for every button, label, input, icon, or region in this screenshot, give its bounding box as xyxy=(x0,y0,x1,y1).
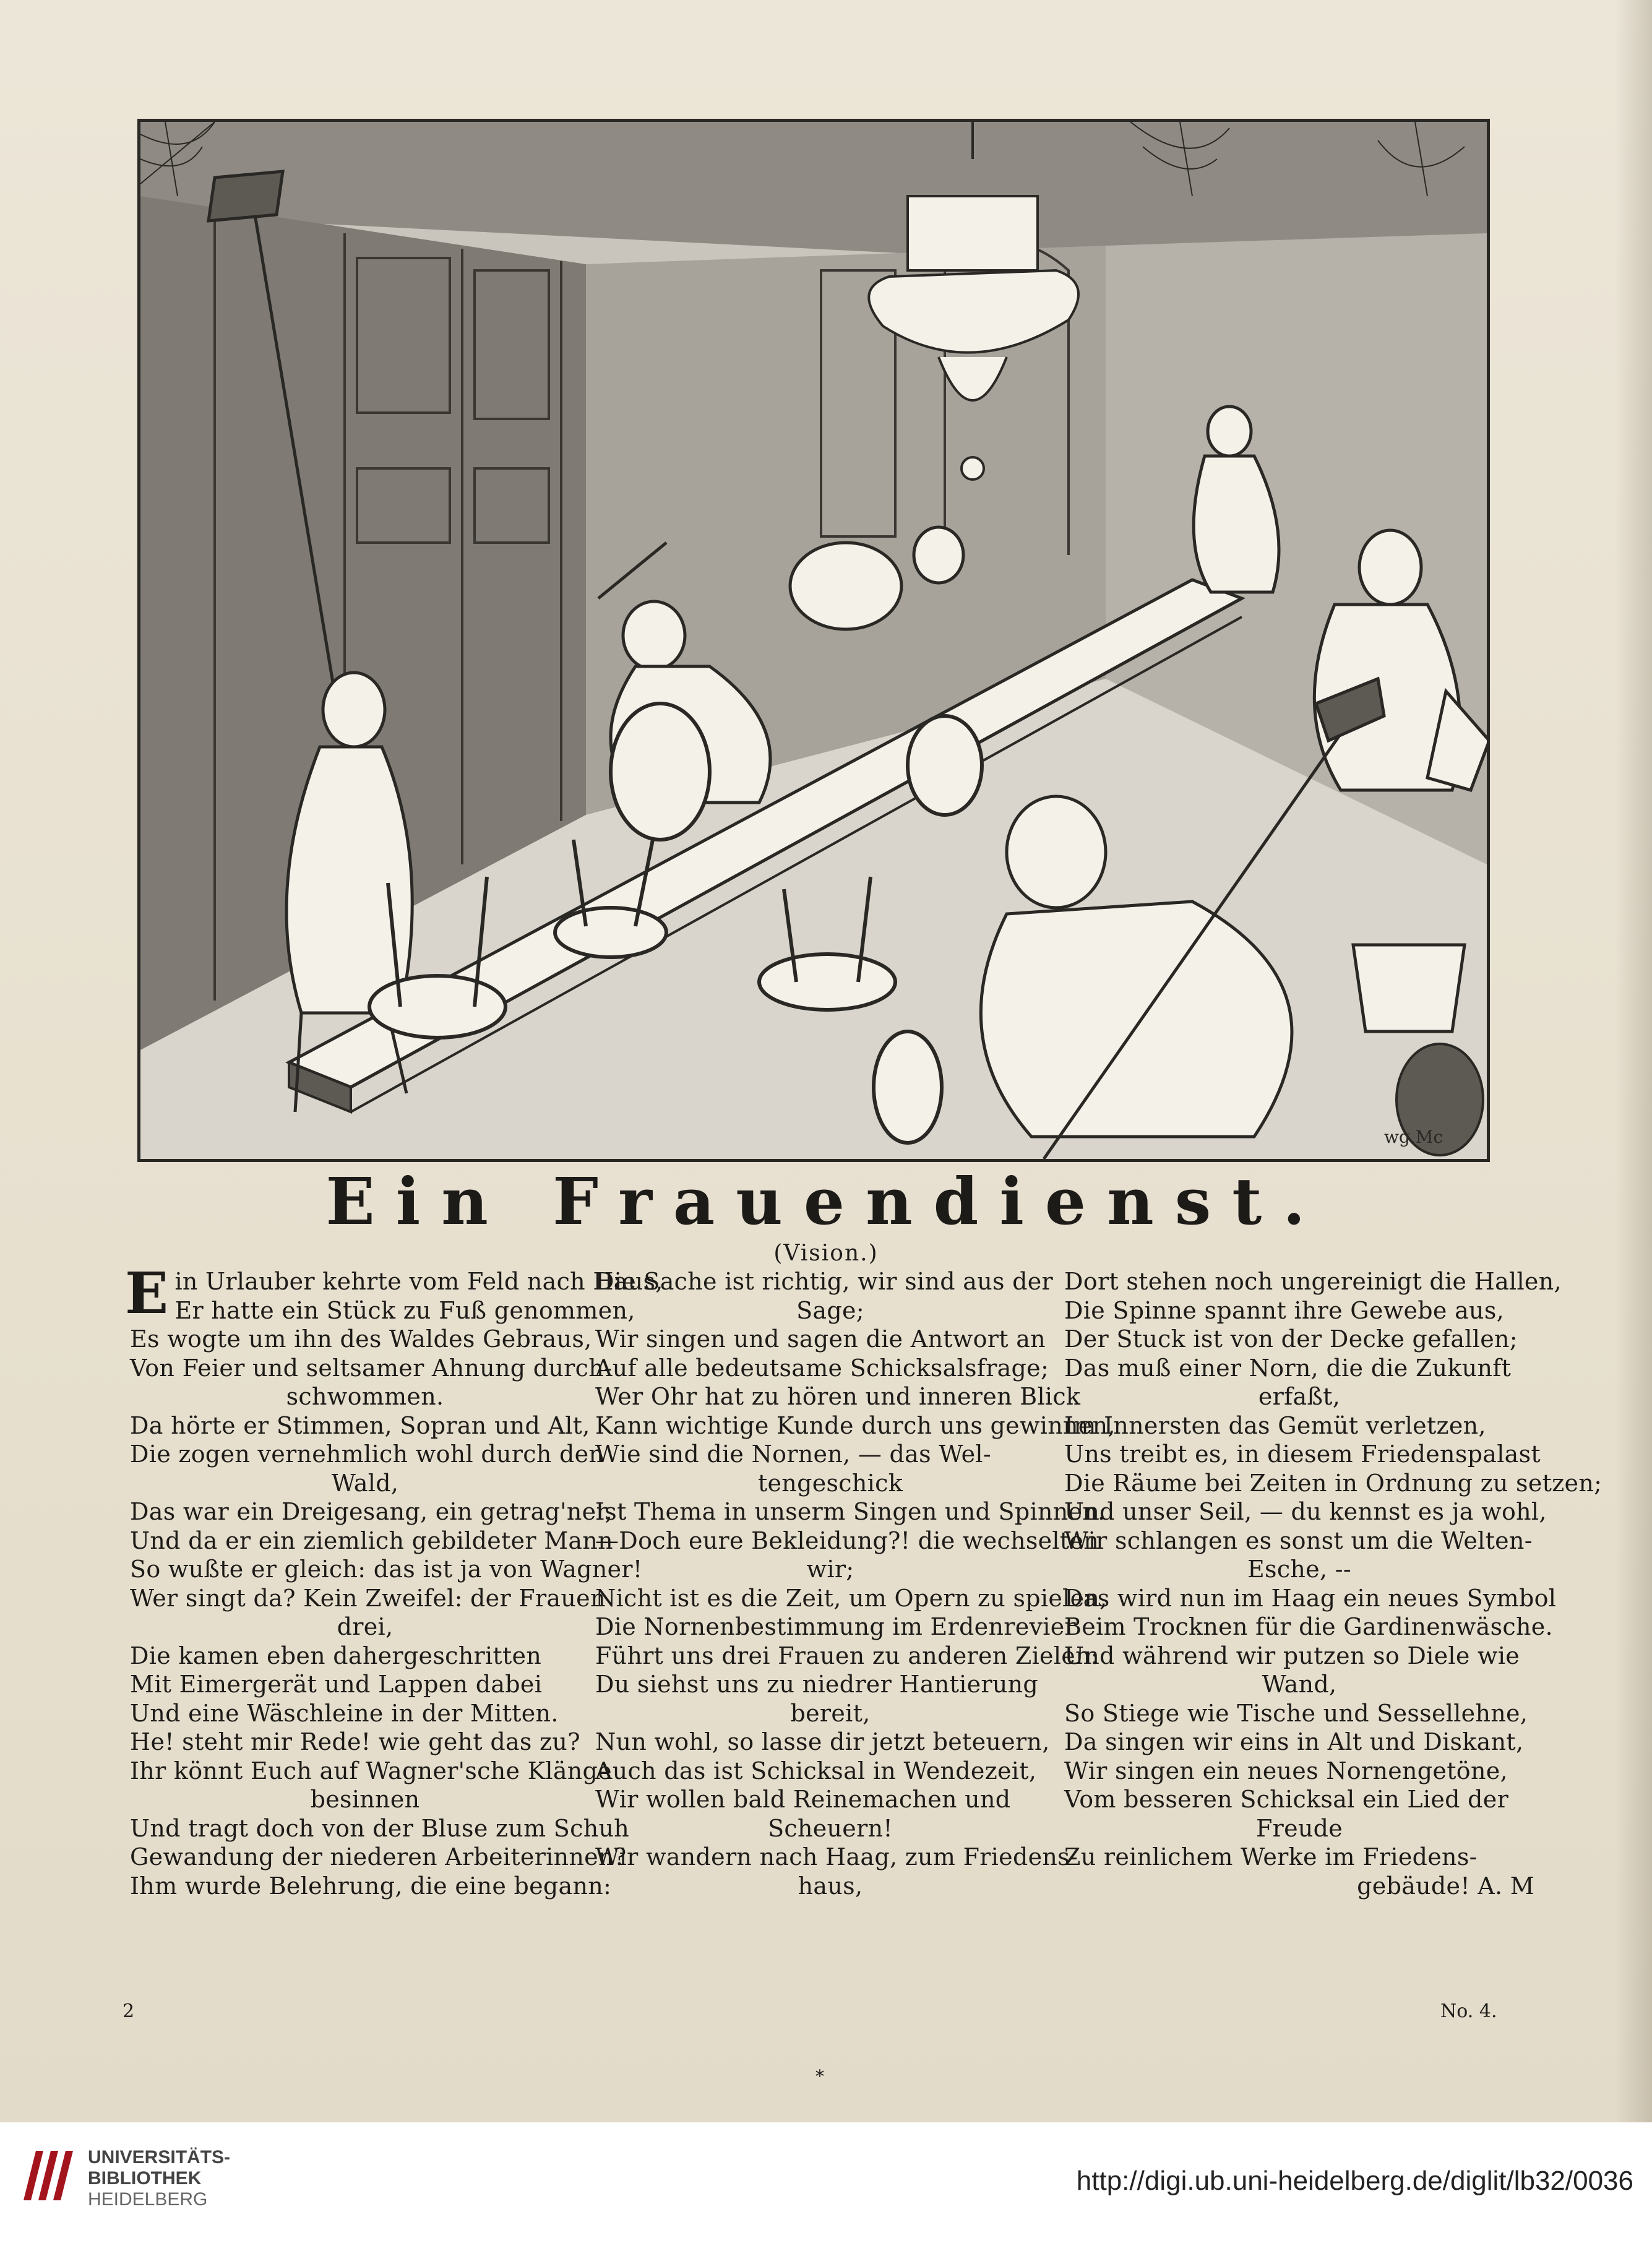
poem-line: Die Räume bei Zeiten in Ordnung zu setzen; xyxy=(1064,1469,1603,1497)
poem-line: Wald, xyxy=(331,1469,399,1497)
poem-line: Da singen wir eins in Alt und Diskant, xyxy=(1064,1728,1524,1755)
poem-title: Ein Frauendienst. xyxy=(325,1163,1327,1239)
poem-line: —Doch eure Bekleidung?! die wechselten xyxy=(595,1526,1099,1554)
poem-line: Und unser Seil, — du kennst es ja wohl, xyxy=(1064,1498,1547,1525)
poem-line: Im Innersten das Gemüt verletzen, xyxy=(1064,1411,1486,1439)
poem-line: Mit Eimergerät und Lappen dabei xyxy=(130,1671,543,1698)
poem-line: Ihr könnt Euch auf Wagner'sche Klänge xyxy=(130,1757,612,1784)
library-name-line3: HEIDELBERG xyxy=(88,2189,208,2210)
poem-line: Dort stehen noch ungereinigt die Hallen, xyxy=(1064,1268,1562,1295)
poem-line: Und eine Wäschleine in der Mitten. xyxy=(130,1699,559,1727)
poem-line: Die zogen vernehmlich wohl durch den xyxy=(130,1440,604,1468)
poem-line: in Urlauber kehrte vom Feld nach Haus, xyxy=(174,1268,663,1295)
poem-line: Du siehst uns zu niedrer Hantierung xyxy=(595,1671,1039,1698)
poem-line: schwommen. xyxy=(286,1383,444,1410)
poem-column-2 xyxy=(595,1267,1116,1900)
poem-line: Wir singen und sagen die Antwort an xyxy=(595,1325,1046,1353)
poem-line: Wand, xyxy=(1262,1671,1337,1698)
ornament-mark: ⁎ xyxy=(815,2060,824,2081)
poem-line: Uns treibt es, in diesem Friedenspalast xyxy=(1064,1440,1541,1468)
drop-cap: E xyxy=(125,1260,169,1327)
poem-line: Der Stuck ist von der Decke gefallen; xyxy=(1064,1325,1518,1353)
library-name-line2: BIBLIOTHEK xyxy=(88,2168,202,2189)
poem-line: Auf alle bedeutsame Schicksalsfrage; xyxy=(595,1354,1049,1382)
library-name-line1: UNIVERSITÄTS- xyxy=(88,2147,231,2168)
poem-line: Kann wichtige Kunde durch uns gewinnen, xyxy=(595,1411,1116,1439)
poem-line: erfaßt, xyxy=(1258,1383,1341,1410)
poem-line: Scheuern! xyxy=(768,1814,893,1842)
poem-line: Das war ein Dreigesang, ein getrag'ner, xyxy=(130,1498,613,1525)
poem-line: Die Sache ist richtig, wir sind aus der xyxy=(595,1268,1054,1295)
poem-line: Nicht ist es die Zeit, um Opern zu spielen, xyxy=(595,1584,1108,1612)
poem-subtitle: (Vision.) xyxy=(773,1241,879,1266)
poem-line: Von Feier und seltsamer Ahnung durch- xyxy=(130,1354,613,1382)
poem-line: Wir singen ein neues Nornengetöne, xyxy=(1064,1757,1508,1784)
poem-line: Zu reinlichem Werke im Friedens- xyxy=(1064,1843,1478,1871)
poem-line: He! steht mir Rede! wie geht das zu? xyxy=(130,1728,580,1755)
poem-line: Es wogte um ihn des Waldes Gebraus, xyxy=(130,1325,592,1353)
poem-line: haus, xyxy=(798,1872,863,1900)
poem-line: Wer Ohr hat zu hören und inneren Blick xyxy=(595,1383,1081,1410)
poem-line: Die Spinne spannt ihre Gewebe aus, xyxy=(1064,1296,1505,1324)
page-number: 2 xyxy=(123,2000,135,2022)
library-name xyxy=(88,2147,230,2210)
poem-line: gebäude! A. M xyxy=(1357,1872,1534,1900)
poem-line: Wir schlangen es sonst um die Welten- xyxy=(1064,1526,1533,1554)
poem-line: Vom besseren Schicksal ein Lied der xyxy=(1064,1786,1509,1813)
poem-line: Er hatte ein Stück zu Fuß genommen, xyxy=(174,1296,635,1324)
poem-line: Ist Thema in unserm Singen und Spinnen. xyxy=(595,1498,1106,1525)
poem-line: Nun wohl, so lasse dir jetzt beteuern, xyxy=(595,1728,1050,1755)
poem-line: Da hörte er Stimmen, Sopran und Alt, xyxy=(130,1411,590,1439)
issue-number: No. 4. xyxy=(1440,2000,1497,2022)
poem-line: Freude xyxy=(1255,1814,1343,1842)
poem-column-3 xyxy=(1064,1267,1603,1900)
poem-line: bereit, xyxy=(790,1699,871,1727)
poem-line: Das muß einer Norn, die die Zukunft xyxy=(1064,1354,1512,1382)
artist-signature: wg.Mc xyxy=(1384,1127,1443,1147)
poem-line: Ihm wurde Belehrung, die eine begann: xyxy=(130,1872,612,1900)
poem-line: Die Nornenbestimmung im Erdenrevier xyxy=(595,1613,1076,1640)
poem-line: tengeschick xyxy=(757,1469,903,1497)
poem-line: Und tragt doch von der Bluse zum Schuh xyxy=(130,1814,630,1842)
source-url-link[interactable]: http://digi.ub.uni-heidelberg.de/diglit/lb32/0036 xyxy=(1076,2166,1633,2196)
poem-line: Beim Trocknen für die Gardinenwäsche. xyxy=(1064,1613,1553,1640)
poem-line: drei, xyxy=(337,1613,394,1640)
poem-line: Und da er ein ziemlich gebildeter Mann xyxy=(130,1526,613,1554)
poem-line: Esche, -- xyxy=(1247,1556,1352,1583)
poem-line: wir; xyxy=(806,1556,854,1583)
poem-column-1 xyxy=(125,1260,663,1900)
poem-line: Gewandung der niederen Arbeiterinnen? xyxy=(130,1843,627,1871)
poem-line: Wir wollen bald Reinemachen und xyxy=(595,1786,1011,1813)
cartoon-illustration xyxy=(137,119,1490,1162)
poem-line: Das wird nun im Haag ein neues Symbol xyxy=(1064,1584,1557,1612)
library-footer xyxy=(0,2122,1652,2243)
poem-line: Wie sind die Nornen, — das Wel- xyxy=(595,1440,991,1468)
illustration-drawing xyxy=(140,122,1487,1159)
poem-line: So wußte er gleich: das ist ja von Wagner! xyxy=(130,1556,643,1583)
poem-line: besinnen xyxy=(310,1786,420,1813)
poem-line: Wer singt da? Kein Zweifel: der Frauen xyxy=(130,1584,606,1612)
poem-line: Führt uns drei Frauen zu anderen Zielen: xyxy=(595,1642,1099,1669)
poem-line: So Stiege wie Tische und Sessellehne, xyxy=(1064,1699,1528,1727)
poem-line: Und während wir putzen so Diele wie xyxy=(1064,1642,1520,1669)
poem-line: Wir wandern nach Haag, zum Friedens- xyxy=(595,1843,1078,1871)
poem-line: Auch das ist Schicksal in Wendezeit, xyxy=(595,1757,1037,1784)
library-logo-icon[interactable] xyxy=(17,2145,79,2206)
poem-line: Sage; xyxy=(796,1296,864,1324)
poem-line: Die kamen eben dahergeschritten xyxy=(130,1642,542,1669)
